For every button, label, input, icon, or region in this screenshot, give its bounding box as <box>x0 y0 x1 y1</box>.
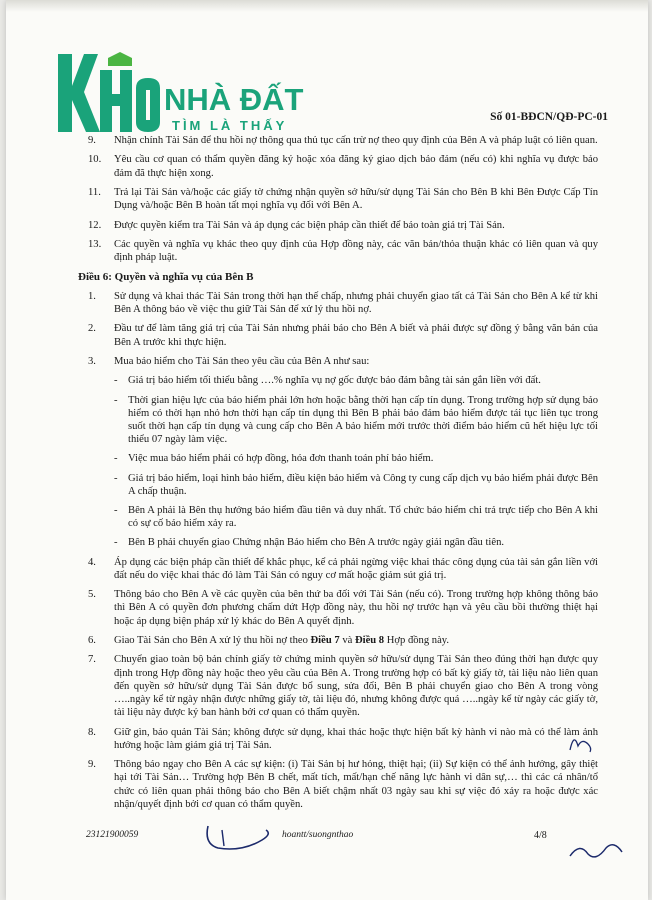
item-text <box>114 634 598 647</box>
item-number: 11. <box>88 186 101 198</box>
list-item <box>86 653 598 719</box>
item6-mid: và <box>339 634 355 646</box>
list-item <box>86 134 598 147</box>
sub-item-text: Việc mua bảo hiểm phải có hợp đồng, hóa đơn thanh toán phí bảo hiểm. <box>128 453 434 465</box>
item-text: Trả lại Tài Sản và/hoặc các giấy tờ chứng nhận quyền sở hữu/sử dụng Tài Sản cho Bên B khi Bên Được Cấp Tín Dụng và/hoặc Bên B hoàn tất mọi nghĩa vụ đối với Bên A. <box>114 186 598 212</box>
document-body <box>78 134 598 817</box>
list-item <box>86 238 598 264</box>
list-item <box>86 556 598 582</box>
list-item <box>86 290 598 316</box>
sub-item <box>114 472 598 498</box>
item6-ref-article-8: Điều 8 <box>354 634 385 646</box>
kho-nha-dat-logo-icon <box>54 48 304 138</box>
section-heading: Điều 6: Quyền và nghĩa vụ của Bên B <box>78 270 254 283</box>
sub-item-text: Thời gian hiệu lực của bảo hiểm phải lớn hơn hoặc bằng thời hạn cấp tín dụng. Trong trường hợp sử dụng bảo hiểm có thời hạn nhỏ hơn thời hạn cấp tín dụng thì Bên B phải bảo đảm bảo hiểm được tái tục liên tục trong suốt thời hạn cấp tín dụng và cung cấp cho Bên A bảo hiểm mới trước thời điểm bảo hiểm cũ hết hiệu lực tối thiểu 07 ngày làm việc. <box>128 394 598 446</box>
sub-item-text: Giá trị bảo hiểm tối thiểu bằng ….% nghĩa vụ nợ gốc được bảo đảm bằng tài sản gắn liền với đất. <box>128 375 541 387</box>
list-item <box>86 634 598 647</box>
list-item <box>86 186 598 212</box>
sub-item <box>114 536 598 549</box>
list-item <box>86 219 598 232</box>
footer-code: 23121900059 <box>86 830 139 840</box>
item-number: 7. <box>88 654 96 666</box>
dash-bullet: - <box>114 472 118 484</box>
item-number: 3. <box>88 355 96 367</box>
item-text: Chuyển giao toàn bộ bản chính giấy tờ chứng minh quyền sở hữu/sử dụng Tài Sản theo đúng thời hạn được quy định trong Hợp đồng này hoặc theo yêu cầu của Bên A. Trong trường hợp có bất kỳ giấy tờ, tài liệu nào liên quan đến quyền sở hữu/sử dụng Tài Sản được bổ sung, sửa đổi, Bên B phải chuyển giao cho Bên A trong vòng …..ngày kể từ ngày nhận được những giấy tờ, tài liệu đó, nhưng không được quá …..ngày kể từ ngày các giấy tờ, tài liệu này được ký ban hành bởi cơ quan có thẩm quyền. <box>114 654 598 719</box>
list-item <box>86 322 598 348</box>
document-number: Số 01-BĐCN/QĐ-PC-01 <box>490 111 608 123</box>
list-item <box>86 588 598 628</box>
dash-bullet: - <box>114 394 118 406</box>
signature-mark-icon <box>202 818 282 858</box>
logo-tagline-text: TÌM LÀ THẤY <box>172 118 288 133</box>
item-text: Được quyền kiểm tra Tài Sản và áp dụng các biện pháp cần thiết để bảo toàn giá trị Tài Sản. <box>114 219 505 231</box>
sub-item <box>114 504 598 530</box>
item6-pre: Giao Tài Sản cho Bên A xử lý thu hồi nợ theo <box>114 634 311 646</box>
item-text: Áp dụng các biện pháp cần thiết để khắc phục, kể cả phải ngừng việc khai thác công dụng của tài sản gắn liền với đất nếu do việc khai thác đó làm Tài Sản có nguy cơ mất hoặc giảm sút giá trị. <box>114 556 598 581</box>
dash-bullet: - <box>114 537 118 549</box>
top-fade <box>6 0 648 12</box>
item-number: 12. <box>88 219 102 231</box>
dash-bullet: - <box>114 504 118 516</box>
item-number: 6. <box>88 634 96 646</box>
item-number: 5. <box>88 589 96 601</box>
list-item <box>86 726 598 752</box>
item6-ref-article-7: Điều 7 <box>310 634 340 646</box>
sub-item <box>114 452 598 465</box>
page-footer <box>86 830 598 844</box>
sub-item <box>114 374 598 387</box>
initial-mark-icon <box>566 728 596 758</box>
list-item <box>86 758 598 811</box>
sub-item <box>114 394 598 447</box>
item-text: Sử dụng và khai thác Tài Sản trong thời hạn thế chấp, nhưng phải chuyển giao tất cả Tài Sản cho Bên A kể từ khi Bên A thông báo về việc thu giữ Tài Sản để xử lý thu hồi nợ. <box>114 290 598 315</box>
item-number: 10. <box>88 154 102 166</box>
item-text: Nhận chính Tài Sản để thu hồi nợ thông qua thủ tục cấn trừ nợ theo quy định của Bên A và pháp luật có liên quan. <box>114 135 598 146</box>
item-number: 9. <box>88 135 96 146</box>
item-number: 2. <box>88 323 96 335</box>
list-item <box>86 153 598 179</box>
logo <box>54 48 304 138</box>
item-number: 9. <box>88 759 96 771</box>
item-number: 1. <box>88 290 96 302</box>
item-text: Yêu cầu cơ quan có thẩm quyền đăng ký hoặc xóa đăng ký giao dịch bảo đảm (nếu có) khi nghĩa vụ được bảo đảm đã thực hiện xong. <box>114 154 598 179</box>
item-number: 8. <box>88 726 96 738</box>
sub-item-text: Giá trị bảo hiểm, loại hình bảo hiểm, điều kiện bảo hiểm và Công ty cung cấp dịch vụ bảo hiểm phải được Bên A chấp thuận. <box>128 472 598 497</box>
footer-initials: hoantt/suongnthao <box>282 830 354 840</box>
item-text: Thông báo ngay cho Bên A các sự kiện: (i) Tài Sản bị hư hỏng, thiệt hại; (ii) Sự kiện có thể ảnh hưởng, gây thiệt hại tới Tài Sản… Trường hợp Bên B chết, mất tích, mất/hạn chế năng lực hành vi dân sự,… thì các cá nhân/tổ chức có liên quan phải thông báo cho Bên A biết chậm nhất 03 ngày sau khi sự việc đó xảy ra hoặc được xác nhận/quyết định bởi cơ quan có thẩm quyền. <box>114 759 598 810</box>
logo-brand-text: NHÀ ĐẤT <box>164 82 304 117</box>
page-number: 4/8 <box>534 830 547 841</box>
item-text: Thông báo cho Bên A về các quyền của bên thứ ba đối với Tài Sản (nếu có). Trong trường hợp không thông báo thì Bên A có quyền đơn phương chấm dứt Hợp đồng này, thu hồi nợ trước hạn và yêu cầu bồi thường thiệt hại hoặc áp dụng biện pháp xử lý khác do Bên A quyết định. <box>114 589 598 627</box>
dash-bullet: - <box>114 453 118 465</box>
list-item <box>86 355 598 368</box>
dash-bullet: - <box>114 375 118 387</box>
sub-item-text: Bên A phải là Bên thụ hưởng bảo hiểm đầu tiên và duy nhất. Tổ chức bảo hiểm chi trả trực tiếp cho Bên A khi có sự cố bảo hiểm xảy ra. <box>128 504 598 530</box>
item-text: Giữ gìn, bảo quản Tài Sản; không được sử dụng, khai thác hoặc thực hiện bất kỳ hành vi nào mà có thể làm ảnh hưởng hoặc làm giảm giá trị Tài Sản. <box>114 726 598 751</box>
item-number: 13. <box>88 238 102 250</box>
item6-post: Hợp đồng này. <box>384 634 450 646</box>
item-text: Đầu tư để làm tăng giá trị của Tài Sản nhưng phải báo cho Bên A biết và phải được sự đồng ý bằng văn bản của Bên A trước khi thực hiện. <box>114 323 598 348</box>
sub-item-text: Bên B phải chuyển giao Chứng nhận Bảo hiểm cho Bên A trước ngày giải ngân đầu tiên. <box>128 537 505 549</box>
item-text: Mua bảo hiểm cho Tài Sản theo yêu cầu của Bên A như sau: <box>114 355 370 367</box>
page-signature-icon <box>566 836 626 866</box>
item-number: 4. <box>88 556 96 568</box>
document-page <box>6 0 648 900</box>
item-text: Các quyền và nghĩa vụ khác theo quy định của Hợp đồng này, các văn bản/thỏa thuận khác có liên quan và quy định pháp luật. <box>114 238 598 264</box>
